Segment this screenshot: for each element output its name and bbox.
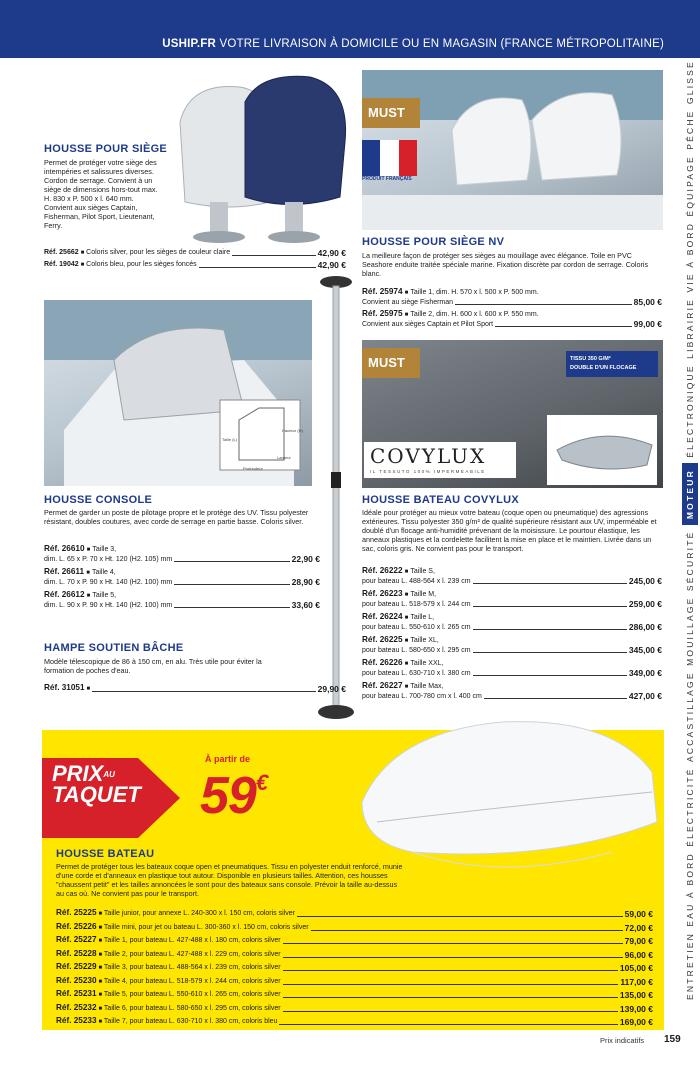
category-rail <box>664 60 700 1000</box>
rail-item-1: EAU À BORD <box>685 852 695 927</box>
promo-ref-2-code: Réf. 25227 <box>56 935 97 944</box>
promo-ref-3-price: 96,00 € <box>624 949 653 960</box>
seat-cover-photo <box>150 62 360 262</box>
p2-ref-0-text2: Convient au siège Fisherman <box>362 299 454 306</box>
p2-description: La meilleure façon de protéger ses sièges au mouillage avec élégance. Toile en PVC Seashore enduite traitée spéciale marine. Fixation discrète par cordon de serrage. Coloris blanc. <box>362 251 649 278</box>
p5-ref-2-text2: pour bateau L. 550-610 x l. 265 cm <box>362 624 471 631</box>
promo-from-label: À partir de <box>205 754 251 764</box>
promo-ref-row-0: Réf. 25225 ■ Taille junior, pour annexe L. 240-300 x l. 150 cm, coloris silver 59,00 € <box>56 908 653 919</box>
p4-ref-0-price: 29,90 € <box>317 684 346 694</box>
p4-ref-row-0: Réf. 31051 ■ 29,90 € <box>44 683 346 694</box>
header-brand: USHIP.FR <box>162 38 217 50</box>
rail-item-0: ENTRETIEN <box>685 932 695 1000</box>
p1-ref-0-price: 42,90 € <box>317 248 346 258</box>
p5-ref-row-1 <box>362 600 662 609</box>
p5-ref-1-code: Réf. 26223 <box>362 589 403 598</box>
p2-title: HOUSSE POUR SIÈGE NV <box>362 236 505 248</box>
p5-ref-0-code: Réf. 26222 <box>362 566 403 575</box>
p5-ref-2-code: Réf. 26224 <box>362 612 403 621</box>
p5-ref-2-price: 286,00 € <box>628 622 662 632</box>
rail-item-2: ÉLECTRICITÉ <box>685 767 695 847</box>
p1-ref-1-code: Réf. 19042 <box>44 261 79 268</box>
promo-ref-7-code: Réf. 25232 <box>56 1002 97 1012</box>
promo-price-value: 59 <box>200 767 256 825</box>
diagram-label-d: Profondeur <box>243 466 263 471</box>
promo-ref-row-4: Réf. 25229 ■ Taille 3, pour bateau L. 488-564 x l. 239 cm, coloris silver 105,00 € <box>56 962 653 973</box>
promo-ref-3-text: Taille 2, pour bateau L. 427-488 x l. 229 cm, coloris silver <box>103 950 281 958</box>
p3-ref-2-text2: dim. L. 90 x P. 90 x Ht. 140 (H2. 100) mm <box>44 602 173 609</box>
promo-ref-row-1: Réf. 25226 ■ Taille mini, pour jet ou bateau L. 300-360 x l. 150 cm, coloris silver 72,00 € <box>56 921 653 933</box>
p5-ref-2-text: Taille L, <box>410 614 435 621</box>
promo-ref-row-6: Réf. 25231 ■ Taille 5, pour bateau L. 550-610 x l. 265 cm, coloris silver 135,00 € <box>56 989 653 1000</box>
promo-ref-6-text: Taille 5, pour bateau L. 550-610 x l. 265 cm, coloris silver <box>103 991 281 998</box>
p5-ref-1-text2: pour bateau L. 518-579 x l. 244 cm <box>362 601 471 608</box>
p2-ref-0-line1: Réf. 25974 ■ Taille 1, dim. H. 570 x l. 500 x P. 500 mm. <box>362 287 539 296</box>
diagram-label-a: Taille (L) <box>222 437 238 442</box>
prix-badge-text <box>52 761 141 808</box>
promo-ref-6-price: 135,00 € <box>619 990 653 1000</box>
promo-big-price <box>200 766 267 826</box>
p5-ref-4-price: 349,00 € <box>628 668 662 678</box>
promo-ref-6-code: Réf. 25231 <box>56 989 97 998</box>
p3-refs <box>44 544 320 610</box>
promo-ref-1-code: Réf. 25226 <box>56 921 97 931</box>
p3-ref-0-text2: dim. L. 65 x P. 70 x Ht. 120 (H2. 105) mm <box>44 556 173 563</box>
header-tagline <box>162 38 664 50</box>
rail-item-9: VIE À BORD <box>685 221 695 293</box>
p1-refs <box>44 248 346 270</box>
p5-ref-5-code: Réf. 26227 <box>362 681 403 690</box>
covylux-logo-box <box>364 442 516 478</box>
rail-item-3: ACCASTILLAGE <box>685 671 695 762</box>
promo-ref-7-price: 139,00 € <box>619 1003 653 1014</box>
diagram-label-b: Hauteur (H) <box>282 428 303 433</box>
p3-ref-0-line1: Réf. 26610 ■ Taille 3, <box>44 544 117 553</box>
p2-refs <box>362 287 662 329</box>
p1-description: Permet de protéger votre siège des intempéries et salissures diverses. Cordon de serrage. Convient à un siège de dimensions hors-tout max. H. 830 x P. 500 x l. 640 mm. Convient aux sièges Captain, Fisherman, Pilot Sport, Lieutenant, Ferry. <box>44 158 158 230</box>
rail-item-6: MOTEUR <box>682 463 698 525</box>
p2-ref-1-price: 99,00 € <box>633 319 662 329</box>
p5-ref-3-text2: pour bateau L. 580-650 x l. 295 cm <box>362 647 471 654</box>
p3-ref-row-2 <box>44 601 320 610</box>
p3-ref-0-text: Taille 3, <box>92 546 117 553</box>
promo-ref-8-text: Taille 7, pour bateau L. 630-710 x l. 380 cm, coloris bleu <box>103 1018 278 1025</box>
produit-francais-label: PRODUIT FRANÇAIS <box>362 176 412 182</box>
p5-ref-2-line1: Réf. 26224 ■ Taille L, <box>362 612 435 621</box>
p4-refs <box>44 683 346 694</box>
promo-ref-7-text: Taille 6, pour bateau L. 580-650 x l. 295 cm, coloris silver <box>103 1004 281 1012</box>
p2-ref-1-text: Taille 2, dim. H. 600 x l. 600 x P. 550 mm. <box>410 311 539 318</box>
p2-ref-0-text: Taille 1, dim. H. 570 x l. 500 x P. 500 mm. <box>410 289 539 296</box>
telescopic-pole-illustration <box>312 272 360 722</box>
promo-ref-1-price: 72,00 € <box>624 922 653 933</box>
p5-title: HOUSSE BATEAU COVYLUX <box>362 494 520 506</box>
p5-ref-5-line1: Réf. 26227 ■ Taille Max, <box>362 681 444 690</box>
page-number: 159 <box>664 1034 681 1045</box>
rail-item-4: MOUILLAGE <box>685 596 695 666</box>
category-rail-labels <box>672 60 700 1000</box>
p3-ref-1-text2: dim. L. 70 x P. 90 x Ht. 140 (H2. 100) mm <box>44 579 173 586</box>
p2-ref-0-price: 85,00 € <box>633 297 662 307</box>
p4-ref-0-code: Réf. 31051 <box>44 683 85 692</box>
p1-ref-0-text: Coloris silver, pour les sièges de couleur claire <box>86 249 231 256</box>
p2-ref-1-code: Réf. 25975 <box>362 309 403 318</box>
rail-item-5: SÉCURITÉ <box>685 530 695 592</box>
p5-ref-1-line1: Réf. 26223 ■ Taille M, <box>362 589 437 598</box>
p1-ref-row-0: Réf. 25662 ■ Coloris silver, pour les sièges de couleur claire 42,90 € <box>44 248 346 258</box>
p3-description: Permet de garder un poste de pilotage propre et le protège des UV. Tissu polyester résistant, doubles coutures, avec corde de serrage en partie basse. Coloris silver. <box>44 508 309 526</box>
p1-ref-0-code: Réf. 25662 <box>44 249 79 256</box>
p3-title: HOUSSE CONSOLE <box>44 494 153 506</box>
p5-ref-1-price: 259,00 € <box>628 599 662 609</box>
p3-ref-0-price: 22,90 € <box>291 554 320 564</box>
p2-ref-row-0 <box>362 298 662 307</box>
p1-title: HOUSSE POUR SIÈGE <box>44 143 168 155</box>
p3-ref-2-line1: Réf. 26612 ■ Taille 5, <box>44 590 117 599</box>
promo-ref-4-text: Taille 3, pour bateau L. 488-564 x l. 239 cm, coloris silver <box>103 964 281 971</box>
p3-ref-2-price: 33,60 € <box>291 600 320 610</box>
promo-ref-row-3: Réf. 25228 ■ Taille 2, pour bateau L. 427-488 x l. 229 cm, coloris silver 96,00 € <box>56 948 653 960</box>
p3-ref-row-1 <box>44 578 320 587</box>
rail-item-10: ÉQUIPAGE <box>685 155 695 217</box>
promo-ref-4-code: Réf. 25229 <box>56 962 97 971</box>
french-flag <box>362 140 417 176</box>
p1-ref-1-text: Coloris bleu, pour les sièges foncés <box>86 261 197 268</box>
p5-ref-4-code: Réf. 26226 <box>362 658 403 667</box>
p5-ref-row-0 <box>362 577 662 586</box>
rail-item-12: GLISSE <box>685 60 695 105</box>
promo-ref-5-price: 117,00 € <box>620 976 653 987</box>
p5-ref-row-2 <box>362 623 662 632</box>
p3-ref-row-0 <box>44 555 320 564</box>
p5-ref-5-price: 427,00 € <box>628 691 662 701</box>
promo-ref-1-text: Taille mini, pour jet ou bateau L. 300-360 x l. 150 cm, coloris silver <box>103 923 309 931</box>
p5-refs <box>362 566 662 701</box>
p5-ref-row-5 <box>362 692 662 701</box>
promo-ref-0-text: Taille junior, pour annexe L. 240-300 x l. 150 cm, coloris silver <box>103 910 295 917</box>
p2-ref-1-text2: Convient aux sièges Captain et Pilot Sport <box>362 321 494 328</box>
promo-ref-5-text: Taille 4, pour bateau L. 518-579 x l. 244 cm, coloris silver <box>103 977 281 985</box>
p5-ref-3-price: 345,00 € <box>628 645 662 655</box>
p3-ref-1-text: Taille 4, <box>91 569 116 576</box>
p5-must-badge: MUST <box>362 348 420 378</box>
p5-ref-5-text2: pour bateau L. 700-780 cm x l. 400 cm <box>362 693 482 700</box>
promo-ref-row-2: Réf. 25227 ■ Taille 1, pour bateau L. 427-488 x l. 180 cm, coloris silver 79,00 € <box>56 935 653 946</box>
p5-ref-0-text2: pour bateau L. 488-564 x l. 239 cm <box>362 578 471 585</box>
promo-ref-row-7: Réf. 25232 ■ Taille 6, pour bateau L. 580-650 x l. 295 cm, coloris silver 139,00 € <box>56 1002 653 1014</box>
p5-description: Idéale pour protéger au mieux votre bateau (coque open ou pneumatique) des agressions extérieures. Tissu polyester 350 g/m² de qualité supérieure résistant aux UV, imperméable et doublé d'un flocage anti-humidité prévenant de la moisissure. Le pourtour élastique, les anneaux plastiques et la cordelette facilitent la mise en place et le maintien. Livrée dans un sac, coloris gris. Ne convient pas pour le transport. <box>362 508 657 553</box>
footer-note: Prix indicatifs <box>600 1036 645 1045</box>
p4-description: Modèle télescopique de 86 à 150 cm, en alu. Très utile pour éviter la formation de poches d'eau. <box>44 657 262 675</box>
seat-cover-illustration <box>150 62 360 262</box>
console-cover-photo <box>44 300 312 486</box>
promo-ref-2-price: 79,00 € <box>624 936 653 946</box>
p3-ref-1-price: 28,90 € <box>291 577 320 587</box>
tissu-badge <box>566 351 658 377</box>
promo-ref-2-text: Taille 1, pour bateau L. 427-488 x l. 180 cm, coloris silver <box>103 937 281 944</box>
tissu-badge-line2: DOUBLE D'UN FLOCAGE <box>570 365 637 371</box>
p1-ref-1-price: 42,90 € <box>317 260 346 270</box>
tissu-badge-line1: TISSU 350 G/M² <box>570 356 611 362</box>
p5-ref-row-3 <box>362 646 662 655</box>
promo-ref-4-price: 105,00 € <box>619 963 653 973</box>
promo-ref-row-8: Réf. 25233 ■ Taille 7, pour bateau L. 630-710 x l. 380 cm, coloris bleu 169,00 € <box>56 1016 653 1027</box>
p3-ref-1-code: Réf. 26611 <box>44 567 85 576</box>
p3-ref-0-code: Réf. 26610 <box>44 544 85 553</box>
promo-title: HOUSSE BATEAU <box>56 848 155 860</box>
covylux-logo: COVYLUX <box>370 444 487 468</box>
p5-ref-3-text: Taille XL, <box>410 637 439 644</box>
p1-ref-row-1: Réf. 19042 ■ Coloris bleu, pour les sièges foncés 42,90 € <box>44 260 346 270</box>
p5-ref-5-text: Taille Max, <box>410 683 444 690</box>
console-cover-illustration <box>44 300 312 486</box>
promo-ref-0-code: Réf. 25225 <box>56 908 97 917</box>
p3-ref-2-text: Taille 5, <box>92 592 117 599</box>
diagram-label-c: Largeur <box>277 455 291 460</box>
p2-ref-row-1 <box>362 320 662 329</box>
p5-ref-0-text: Taille S, <box>410 568 435 575</box>
p3-ref-1-line1: Réf. 26611 ■ Taille 4, <box>44 567 116 576</box>
p2-ref-1-line1: Réf. 25975 ■ Taille 2, dim. H. 600 x l. 600 x P. 550 mm. <box>362 309 539 318</box>
p5-ref-row-4 <box>362 669 662 678</box>
prix-badge-au: AU <box>103 770 115 780</box>
promo-refs <box>56 908 653 1027</box>
p5-ref-4-line1: Réf. 26226 ■ Taille XXL, <box>362 658 444 667</box>
p4-title: HAMPE SOUTIEN BÂCHE <box>44 642 184 654</box>
p5-ref-3-code: Réf. 26225 <box>362 635 403 644</box>
p5-ref-4-text: Taille XXL, <box>410 660 444 667</box>
p5-ref-0-price: 245,00 € <box>628 576 662 586</box>
promo-ref-row-5: Réf. 25230 ■ Taille 4, pour bateau L. 518-579 x l. 244 cm, coloris silver 117,00 € <box>56 975 653 987</box>
p3-ref-2-code: Réf. 26612 <box>44 590 85 599</box>
rail-item-11: PÊCHE <box>685 109 695 150</box>
covylux-tagline: IL TESSUTO 100% IMPERMEABILE <box>370 469 486 474</box>
rail-item-7: ÉLECTRONIQUE <box>685 364 695 458</box>
p5-ref-1-text: Taille M, <box>410 591 437 598</box>
prix-badge-line2: TAQUET <box>52 782 141 808</box>
promo-ref-8-price: 169,00 € <box>619 1017 653 1027</box>
promo-ref-8-code: Réf. 25233 <box>56 1016 97 1025</box>
p5-ref-4-text2: pour bateau L. 630-710 x l. 380 cm <box>362 670 471 677</box>
prix-badge-line1: PRIX <box>52 761 104 786</box>
rail-item-8: LIBRAIRIE <box>685 297 695 359</box>
header-tagline-text: VOTRE LIVRAISON À DOMICILE OU EN MAGASIN (FRANCE MÉTROPOLITAINE) <box>219 38 664 50</box>
promo-price-currency: € <box>255 770 268 795</box>
p5-ref-3-line1: Réf. 26225 ■ Taille XL, <box>362 635 439 644</box>
promo-ref-0-price: 59,00 € <box>624 909 653 919</box>
p5-ref-0-line1: Réf. 26222 ■ Taille S, <box>362 566 435 575</box>
promo-ref-3-code: Réf. 25228 <box>56 948 97 958</box>
promo-description: Permet de protéger tous les bateaux coque open et pneumatiques. Tissu en polyester enduit renforcé, munie d'une corde et d'anneaux en plastique tout autour. Disponible en plusieurs tailles. Attention, ces housses "chaussent petit" et les tailles annoncées le sont pour des bateaux sans console. Prévoir la taille au-dessus au cas où. Ne convient pas pour le transport. <box>56 862 403 898</box>
p2-ref-0-code: Réf. 25974 <box>362 287 403 296</box>
p2-must-badge: MUST <box>362 98 420 128</box>
promo-ref-5-code: Réf. 25230 <box>56 975 97 985</box>
